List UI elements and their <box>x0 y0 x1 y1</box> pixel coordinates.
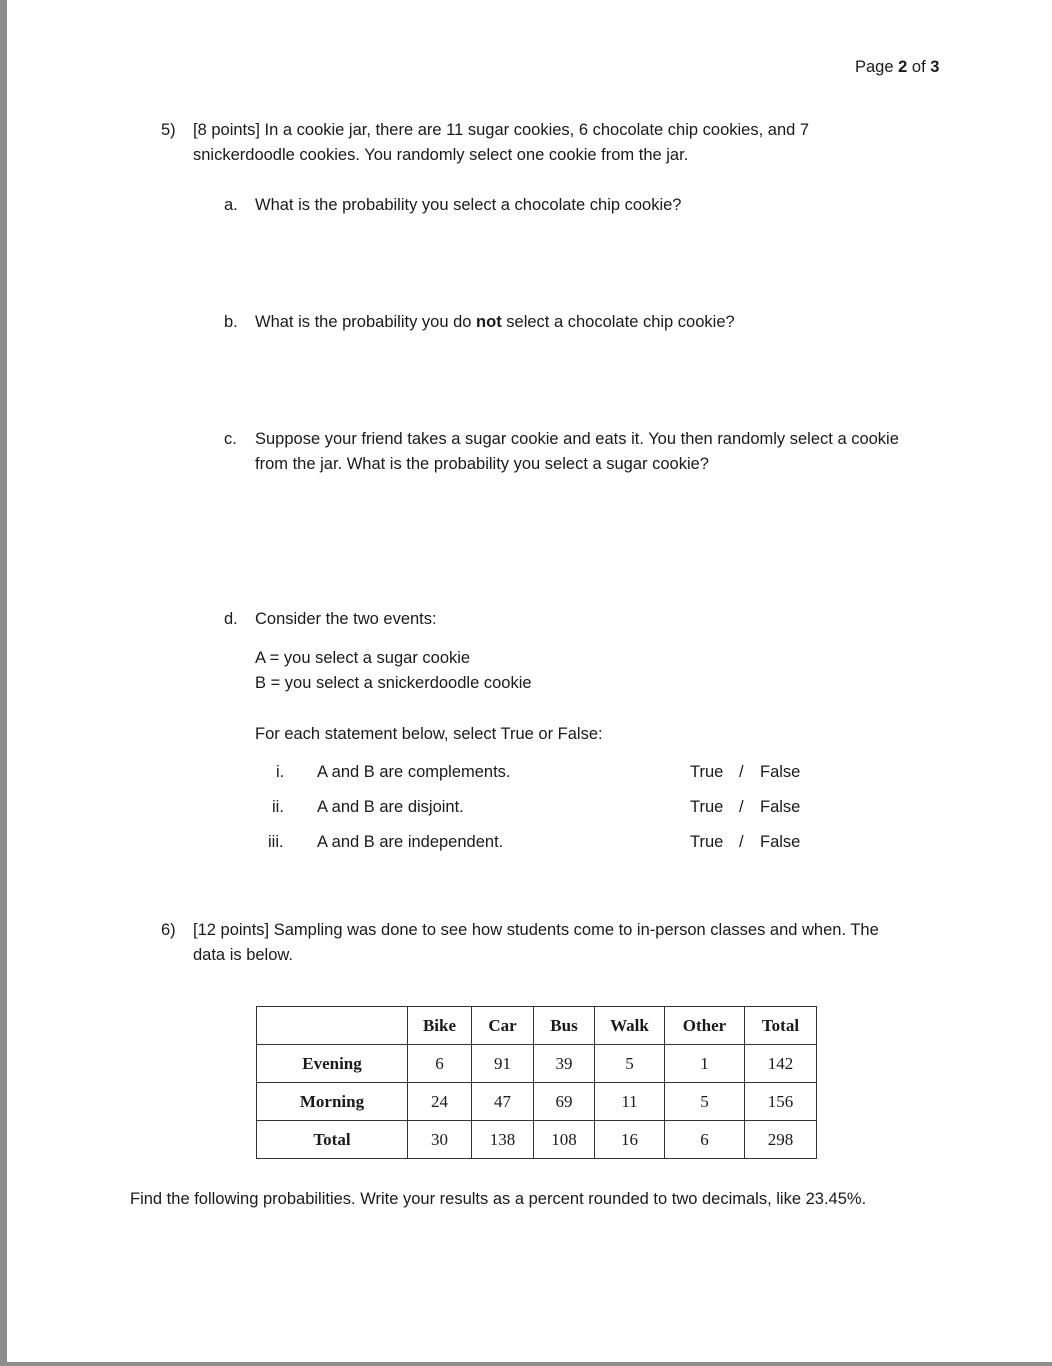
page-border-left <box>0 0 7 1366</box>
false-option[interactable]: False <box>760 763 801 781</box>
q5c-text-line2: from the jar. What is the probability you select a sugar cookie? <box>255 455 709 473</box>
q5c-text-line1: Suppose your friend takes a sugar cookie and eats it. You then randomly select a cookie <box>255 430 899 448</box>
table-row <box>257 1121 817 1159</box>
q5c-label: c. <box>224 430 237 448</box>
q5a-text: What is the probability you select a chocolate chip cookie? <box>255 196 682 214</box>
table-cell: 108 <box>534 1121 595 1159</box>
q5a-label: a. <box>224 196 238 214</box>
transport-table <box>256 1006 817 1159</box>
table-header-cell: Total <box>745 1007 817 1045</box>
table-cell: 91 <box>472 1045 534 1083</box>
row-label: Total <box>257 1121 408 1159</box>
event-b: B = you select a snickerdoodle cookie <box>255 674 532 692</box>
table-header-cell: Bus <box>534 1007 595 1045</box>
table-cell: 6 <box>665 1121 745 1159</box>
table-cell: 69 <box>534 1083 595 1121</box>
option-separator: / <box>739 798 744 816</box>
table-cell: 6 <box>408 1045 472 1083</box>
table-cell: 30 <box>408 1121 472 1159</box>
q5b-text: What is the probability you do not select a chocolate chip cookie? <box>255 313 735 331</box>
table-header-cell: Other <box>665 1007 745 1045</box>
row-label: Evening <box>257 1045 408 1083</box>
q5d-instruction: For each statement below, select True or False: <box>255 725 603 743</box>
option-separator: / <box>739 763 744 781</box>
q6-text-line1: [12 points] Sampling was done to see how students come to in-person classes and when. The <box>193 921 879 939</box>
table-header-cell <box>257 1007 408 1045</box>
table-row <box>257 1083 817 1121</box>
q5-text-line2: snickerdoodle cookies. You randomly select one cookie from the jar. <box>193 146 689 164</box>
table-header-row <box>257 1007 817 1045</box>
table-cell: 47 <box>472 1083 534 1121</box>
q5d-label: d. <box>224 610 238 628</box>
q6-text-line2: data is below. <box>193 946 293 964</box>
statement-number: i. <box>276 763 285 781</box>
statement-number: iii. <box>268 833 284 851</box>
q5-number: 5) <box>161 121 176 139</box>
q5b-label: b. <box>224 313 238 331</box>
statement-number: ii. <box>272 798 284 816</box>
q5d-intro: Consider the two events: <box>255 610 437 628</box>
statement-text: A and B are complements. <box>317 763 511 781</box>
table-cell: 11 <box>595 1083 665 1121</box>
table-header-cell: Bike <box>408 1007 472 1045</box>
page-number: Page 2 of 3 <box>855 58 940 76</box>
table-cell: 1 <box>665 1045 745 1083</box>
true-option[interactable]: True <box>690 798 724 816</box>
table-cell: 5 <box>665 1083 745 1121</box>
table-cell: 39 <box>534 1045 595 1083</box>
find-instructions: Find the following probabilities. Write your results as a percent rounded to two decimals, like 23.45%. <box>130 1190 867 1208</box>
statement-text: A and B are independent. <box>317 833 504 851</box>
table-cell: 138 <box>472 1121 534 1159</box>
statement-text: A and B are disjoint. <box>317 798 464 816</box>
false-option[interactable]: False <box>760 798 801 816</box>
table-header-cell: Car <box>472 1007 534 1045</box>
table-cell: 298 <box>745 1121 817 1159</box>
table-cell: 24 <box>408 1083 472 1121</box>
table-cell: 156 <box>745 1083 817 1121</box>
table-row <box>257 1045 817 1083</box>
true-option[interactable]: True <box>690 833 724 851</box>
table-cell: 16 <box>595 1121 665 1159</box>
table-header-cell: Walk <box>595 1007 665 1045</box>
true-option[interactable]: True <box>690 763 724 781</box>
table-cell: 5 <box>595 1045 665 1083</box>
page-border-bottom <box>0 1362 1052 1366</box>
false-option[interactable]: False <box>760 833 801 851</box>
option-separator: / <box>739 833 744 851</box>
table-cell: 142 <box>745 1045 817 1083</box>
q5-text-line1: [8 points] In a cookie jar, there are 11 sugar cookies, 6 chocolate chip cookies, and 7 <box>193 121 810 139</box>
row-label: Morning <box>257 1083 408 1121</box>
event-a: A = you select a sugar cookie <box>255 649 471 667</box>
q6-number: 6) <box>161 921 176 939</box>
